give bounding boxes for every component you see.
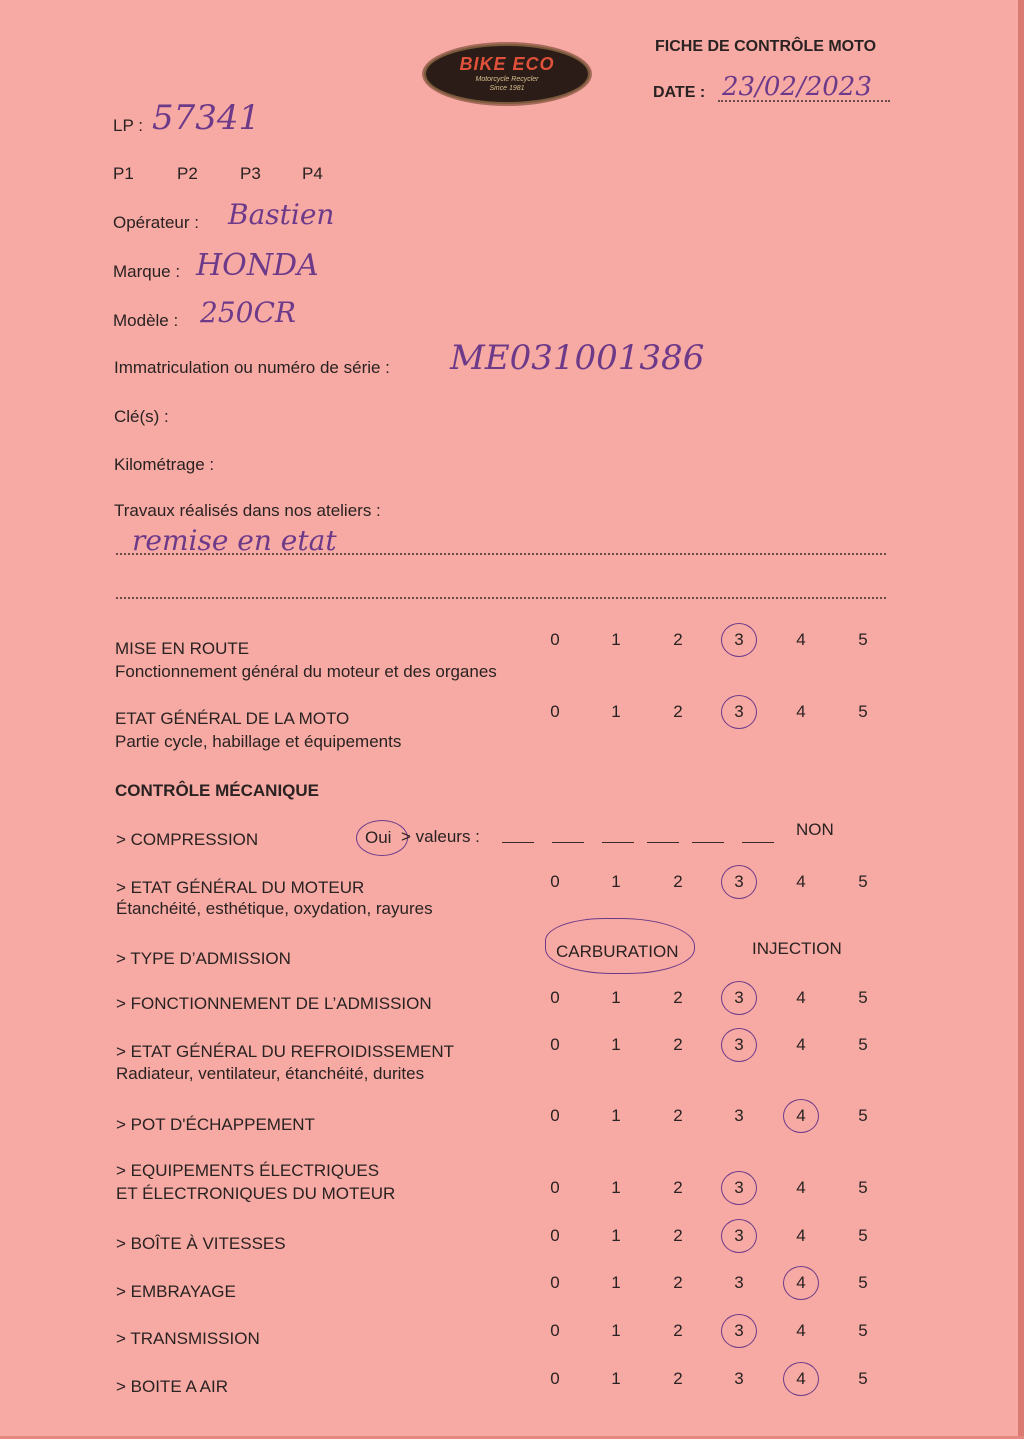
check-admission-option-0: 0 xyxy=(550,988,560,1007)
check-boite-air-option-1: 1 xyxy=(611,1369,621,1388)
marque-label: Marque : xyxy=(113,262,181,281)
check-embrayage-option-4: 4 xyxy=(796,1273,806,1292)
check-pot-selected-circle xyxy=(783,1099,819,1133)
check-refroidissement-option-4: 4 xyxy=(796,1035,806,1054)
check-moteur-option-5: 5 xyxy=(858,872,868,891)
check-boite-air-label: > BOITE A AIR xyxy=(116,1377,228,1396)
check-vitesses-option-0: 0 xyxy=(550,1226,560,1245)
mise-en-route-option-3: 3 xyxy=(734,630,744,649)
etat-general-option-5: 5 xyxy=(858,702,868,721)
check-transmission-option-4: 4 xyxy=(796,1321,806,1340)
check-transmission-option-5: 5 xyxy=(858,1321,868,1340)
check-electrique-option-0: 0 xyxy=(550,1178,560,1197)
check-embrayage-option-3: 3 xyxy=(734,1273,744,1292)
check-pot-option-4: 4 xyxy=(796,1106,806,1125)
check-refroidissement-option-1: 1 xyxy=(611,1035,621,1054)
check-refroidissement-option-3: 3 xyxy=(734,1035,744,1054)
check-pot-label: > POT D'ÉCHAPPEMENT xyxy=(116,1115,315,1134)
mise-en-route-selected-circle xyxy=(721,623,757,657)
check-boite-air-option-4: 4 xyxy=(796,1369,806,1388)
valeur-blank-6 xyxy=(742,842,774,843)
check-moteur-selected-circle xyxy=(721,865,757,899)
check-admission-option-3: 3 xyxy=(734,988,744,1007)
check-transmission-option-1: 1 xyxy=(611,1321,621,1340)
check-admission-option-1: 1 xyxy=(611,988,621,1007)
lp-label: LP : xyxy=(113,116,143,135)
check-moteur-option-1: 1 xyxy=(611,872,621,891)
immatriculation-value: ME031001386 xyxy=(450,338,705,378)
travaux-label: Travaux réalisés dans nos ateliers : xyxy=(114,501,381,520)
bike-eco-logo xyxy=(424,44,590,104)
check-refroidissement-label: > ETAT GÉNÉRAL DU REFROIDISSEMENT xyxy=(116,1042,455,1061)
check-admission-option-4: 4 xyxy=(796,988,806,1007)
check-embrayage-option-1: 1 xyxy=(611,1273,621,1292)
check-moteur-label: > ETAT GÉNÉRAL DU MOTEUR xyxy=(116,878,365,897)
check-transmission-label: > TRANSMISSION xyxy=(116,1329,260,1348)
check-electrique-option-4: 4 xyxy=(796,1178,806,1197)
check-electrique-option-5: 5 xyxy=(858,1178,868,1197)
check-moteur-option-2: 2 xyxy=(673,872,683,891)
kilometrage-label: Kilométrage : xyxy=(114,455,215,474)
check-refroidissement-option-5: 5 xyxy=(858,1035,868,1054)
check-vitesses-option-3: 3 xyxy=(734,1226,744,1245)
mise-en-route-subtitle: Fonctionnement général du moteur et des organes xyxy=(115,662,497,681)
check-admission-label: > FONCTIONNEMENT DE L’ADMISSION xyxy=(116,994,432,1013)
check-admission-option-5: 5 xyxy=(858,988,868,1007)
check-boite-air-selected-circle xyxy=(783,1362,819,1396)
admission-type-label: > TYPE D’ADMISSION xyxy=(116,949,291,968)
controle-mecanique-title: CONTRÔLE MÉCANIQUE xyxy=(115,781,319,800)
valeur-blank-1 xyxy=(502,842,534,843)
check-transmission-option-0: 0 xyxy=(550,1321,560,1340)
check-boite-air-option-3: 3 xyxy=(734,1369,744,1388)
date-label: DATE : xyxy=(653,84,706,101)
check-transmission-option-3: 3 xyxy=(734,1321,744,1340)
check-admission-selected-circle xyxy=(721,981,757,1015)
check-vitesses-label: > BOÎTE À VITESSES xyxy=(116,1234,286,1253)
check-transmission-option-2: 2 xyxy=(673,1321,683,1340)
check-electrique-label2: ET ÉLECTRONIQUES DU MOTEUR xyxy=(116,1184,396,1203)
modele-label: Modèle : xyxy=(113,311,179,330)
check-boite-air-option-5: 5 xyxy=(858,1369,868,1388)
check-embrayage-option-5: 5 xyxy=(858,1273,868,1292)
logo-tagline: Motorcycle Recycler xyxy=(475,76,539,83)
priority-p3: P3 xyxy=(240,164,261,183)
compression-valeurs-label: > valeurs : xyxy=(401,827,480,846)
check-pot-option-1: 1 xyxy=(611,1106,621,1125)
logo-brand: BIKE ECO xyxy=(459,54,555,74)
check-electrique-selected-circle xyxy=(721,1171,757,1205)
check-embrayage-selected-circle xyxy=(783,1266,819,1300)
check-refroidissement-option-0: 0 xyxy=(550,1035,560,1054)
etat-general-selected-circle xyxy=(721,695,757,729)
check-refroidissement-selected-circle xyxy=(721,1028,757,1062)
admission-carburation: CARBURATION xyxy=(556,942,679,961)
modele-value: 250CR xyxy=(200,296,296,329)
check-embrayage-option-2: 2 xyxy=(673,1273,683,1292)
check-pot-option-3: 3 xyxy=(734,1106,744,1125)
etat-general-option-3: 3 xyxy=(734,702,744,721)
check-moteur-option-4: 4 xyxy=(796,872,806,891)
check-moteur-option-0: 0 xyxy=(550,872,560,891)
check-transmission-selected-circle xyxy=(721,1314,757,1348)
check-pot-option-5: 5 xyxy=(858,1106,868,1125)
check-electrique-option-3: 3 xyxy=(734,1178,744,1197)
mise-en-route-title: MISE EN ROUTE xyxy=(115,639,250,658)
check-electrique-label: > EQUIPEMENTS ÉLECTRIQUES xyxy=(116,1161,380,1180)
check-admission-option-2: 2 xyxy=(673,988,683,1007)
compression-oui: Oui xyxy=(365,828,392,847)
valeur-blank-4 xyxy=(647,842,679,843)
mise-en-route-option-4: 4 xyxy=(796,630,806,649)
operateur-label: Opérateur : xyxy=(113,213,199,232)
admission-injection: INJECTION xyxy=(752,939,842,958)
valeur-blank-5 xyxy=(692,842,724,843)
check-boite-air-option-0: 0 xyxy=(550,1369,560,1388)
check-boite-air-option-2: 2 xyxy=(673,1369,683,1388)
etat-general-subtitle: Partie cycle, habillage et équipements xyxy=(115,732,402,751)
date-value: 23/02/2023 xyxy=(722,72,872,102)
check-moteur-sub: Étanchéité, esthétique, oxydation, rayures xyxy=(116,899,433,918)
travaux-line-2 xyxy=(116,597,886,599)
etat-general-option-1: 1 xyxy=(611,702,621,721)
lp-value: 57341 xyxy=(152,98,261,138)
etat-general-option-4: 4 xyxy=(796,702,806,721)
compression-label: > COMPRESSION xyxy=(116,830,259,849)
mise-en-route-option-5: 5 xyxy=(858,630,868,649)
check-refroidissement-sub: Radiateur, ventilateur, étanchéité, durites xyxy=(116,1064,425,1083)
etat-general-option-2: 2 xyxy=(673,702,683,721)
compression-non: NON xyxy=(796,820,834,839)
check-moteur-option-3: 3 xyxy=(734,872,744,891)
logo-since: Since 1981 xyxy=(489,85,525,92)
check-vitesses-option-2: 2 xyxy=(673,1226,683,1245)
check-electrique-option-1: 1 xyxy=(611,1178,621,1197)
check-vitesses-option-4: 4 xyxy=(796,1226,806,1245)
check-pot-option-2: 2 xyxy=(673,1106,683,1125)
immatriculation-label: Immatriculation ou numéro de série : xyxy=(114,358,390,377)
travaux-value: remise en etat xyxy=(132,524,337,557)
check-vitesses-option-1: 1 xyxy=(611,1226,621,1245)
marque-value: HONDA xyxy=(196,248,319,283)
page-title: FICHE DE CONTRÔLE MOTO xyxy=(655,38,877,55)
mise-en-route-option-1: 1 xyxy=(611,630,621,649)
priority-p1: P1 xyxy=(113,164,134,183)
priority-p2: P2 xyxy=(177,164,198,183)
check-embrayage-option-0: 0 xyxy=(550,1273,560,1292)
mise-en-route-option-0: 0 xyxy=(550,630,560,649)
check-refroidissement-option-2: 2 xyxy=(673,1035,683,1054)
valeur-blank-3 xyxy=(602,842,634,843)
mise-en-route-option-2: 2 xyxy=(673,630,683,649)
valeur-blank-2 xyxy=(552,842,584,843)
etat-general-option-0: 0 xyxy=(550,702,560,721)
check-embrayage-label: > EMBRAYAGE xyxy=(116,1282,236,1301)
check-vitesses-option-5: 5 xyxy=(858,1226,868,1245)
priority-p4: P4 xyxy=(302,164,323,183)
cles-label: Clé(s) : xyxy=(114,407,169,426)
check-electrique-option-2: 2 xyxy=(673,1178,683,1197)
check-vitesses-selected-circle xyxy=(721,1219,757,1253)
operateur-value: Bastien xyxy=(228,198,335,231)
travaux-line-1 xyxy=(116,553,886,555)
etat-general-title: ETAT GÉNÉRAL DE LA MOTO xyxy=(115,709,350,728)
check-pot-option-0: 0 xyxy=(550,1106,560,1125)
